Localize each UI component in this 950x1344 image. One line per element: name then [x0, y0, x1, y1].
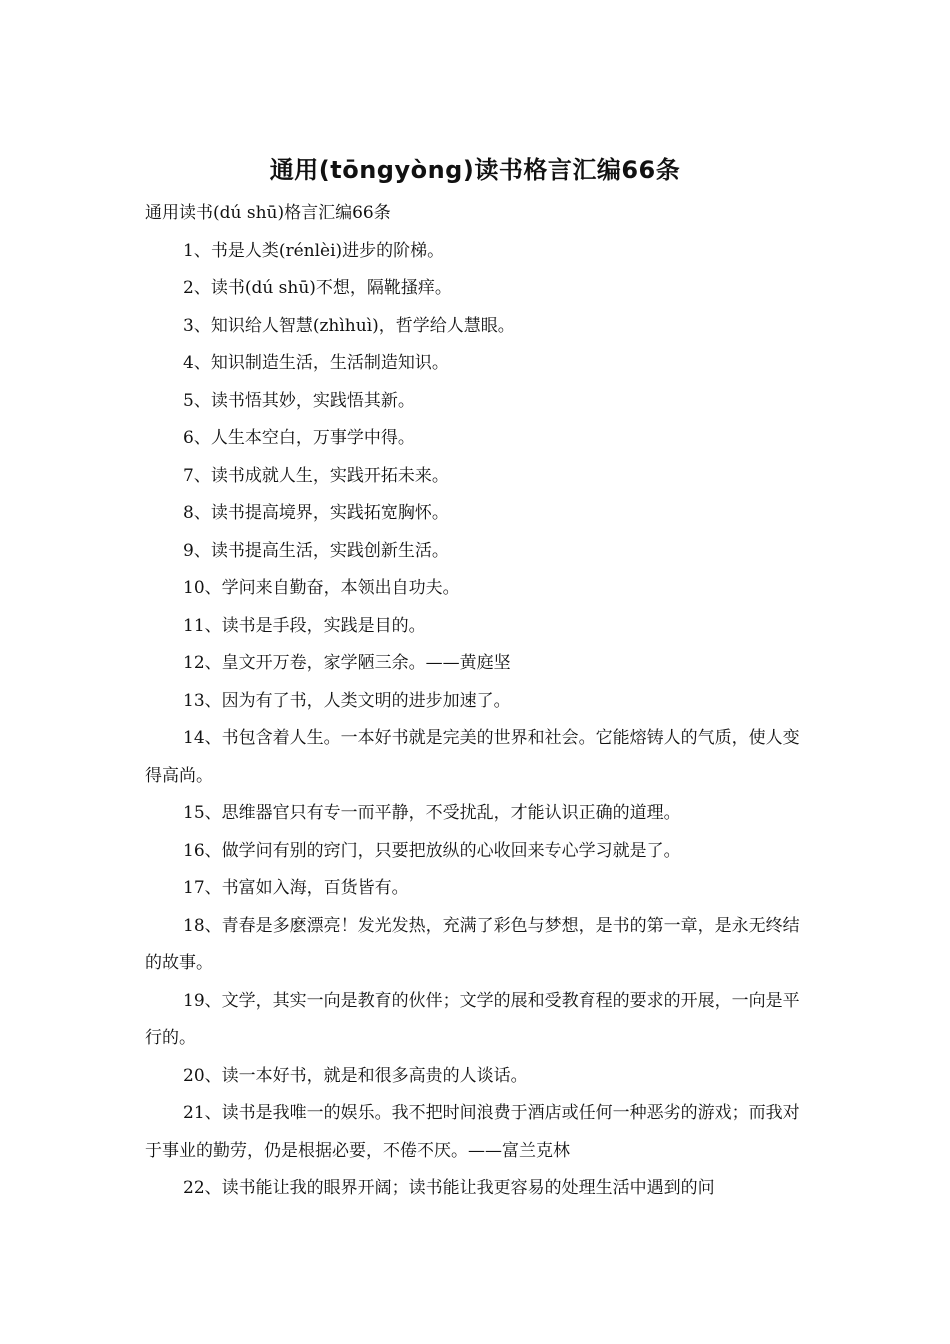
quote-item: 18、青春是多麽漂亮！发光发热，充满了彩色与梦想，是书的第一章，是永无终结的故事。 — [145, 915, 800, 973]
quote-item: 9、读书提高生活，实践创新生活。 — [183, 540, 449, 561]
document-title: 通用(tōngyòng)读书格言汇编66条 — [269, 156, 681, 184]
quote-item: 3、知识给人智慧(zhìhuì)，哲学给人慧眼。 — [183, 315, 515, 336]
quote-item: 6、人生本空白，万事学中得。 — [183, 428, 415, 448]
quote-item: 10、学问来自勤奋，本领出自功夫。 — [183, 578, 460, 598]
quote-item: 22、读书能让我的眼界开阔；读书能让我更容易的处理生活中遇到的问 — [183, 1178, 715, 1198]
quote-item: 8、读书提高境界，实践拓宽胸怀。 — [183, 503, 449, 523]
quote-item: 13、因为有了书，人类文明的进步加速了。 — [183, 690, 511, 711]
quote-item: 11、读书是手段，实践是目的。 — [183, 615, 426, 636]
document-body — [145, 195, 805, 1208]
quote-item: 7、读书成就人生，实践开拓未来。 — [183, 465, 449, 486]
document-subtitle: 通用读书(dú shū)格言汇编66条 — [145, 203, 391, 223]
quote-item: 20、读一本好书，就是和很多高贵的人谈话。 — [183, 1065, 528, 1086]
quote-item: 1、书是人类(rénlèi)进步的阶梯。 — [183, 240, 445, 261]
quote-item: 17、书富如入海，百货皆有。 — [183, 878, 409, 898]
quote-item: 16、做学问有别的窍门，只要把放纵的心收回来专心学习就是了。 — [183, 840, 681, 861]
quote-item: 2、读书(dú shū)不想，隔靴搔痒。 — [183, 278, 452, 298]
quote-item: 19、文学，其实一向是教育的伙伴；文学的展和受教育程的要求的开展，一向是平行的。 — [145, 990, 800, 1048]
quote-item: 15、思维器官只有专一而平静，不受扰乱，才能认识正确的道理。 — [183, 803, 681, 823]
quote-item: 14、书包含着人生。一本好书就是完美的世界和社会。它能熔铸人的气质，使人变得高尚。 — [145, 728, 800, 786]
quote-item: 21、读书是我唯一的娱乐。我不把时间浪费于酒店或任何一种恶劣的游戏；而我对于事业的勤劳，仍是根据必要，不倦不厌。——富兰克林 — [145, 1103, 800, 1161]
quote-item: 12、皇文开万卷，家学陋三余。——黄庭坚 — [183, 653, 511, 673]
quote-item: 5、读书悟其妙，实践悟其新。 — [183, 390, 415, 411]
quote-item: 4、知识制造生活，生活制造知识。 — [183, 353, 449, 373]
